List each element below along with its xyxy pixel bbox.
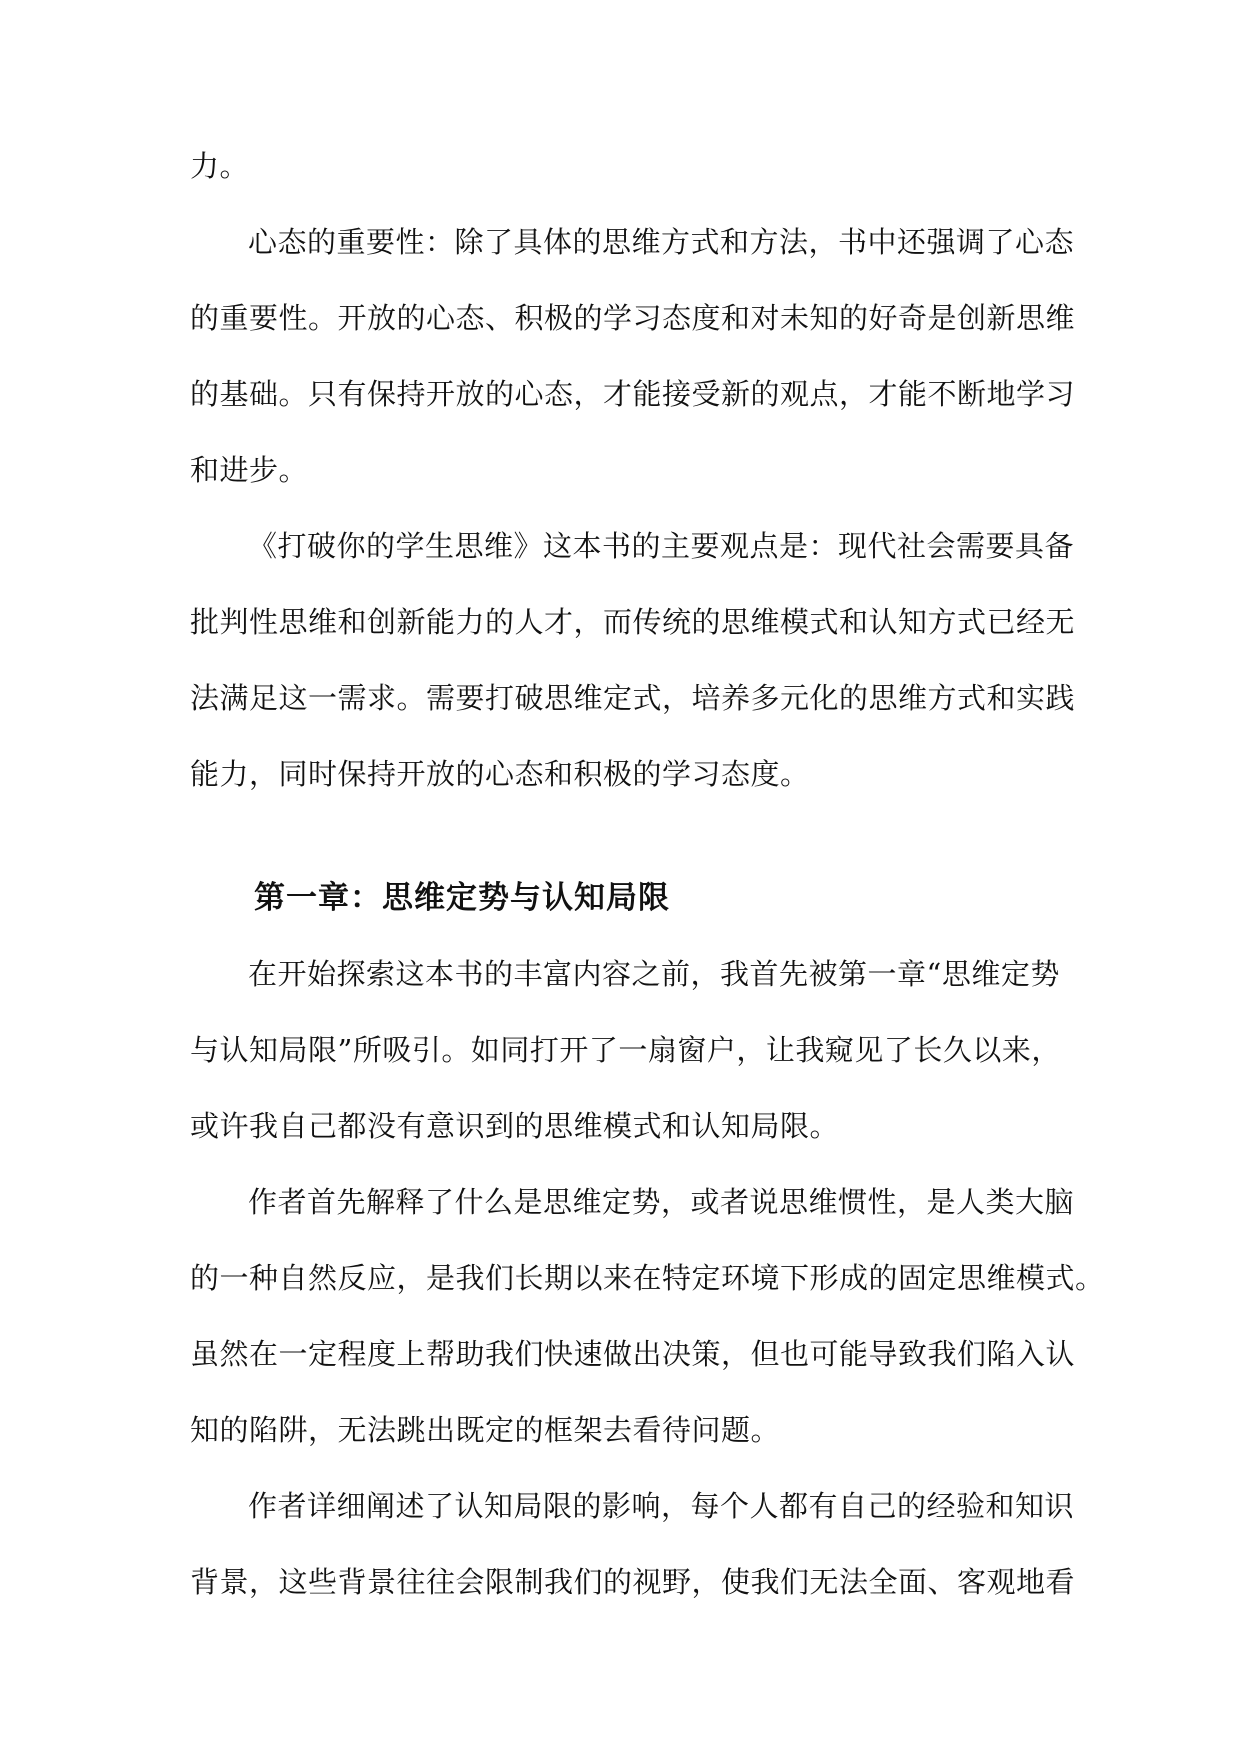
text-line: 或许我自己都没有意识到的思维模式和认知局限。	[190, 1109, 840, 1143]
text-line: 的重要性。开放的心态、积极的学习态度和对未知的好奇是创新思维	[190, 301, 1076, 335]
text-line: 知的陷阱，无法跳出既定的框架去看待问题。	[190, 1413, 781, 1447]
paragraph-mindset-importance	[190, 204, 1076, 508]
paragraph-chapter-intro	[190, 936, 1061, 1164]
text-line: 法满足这一需求。需要打破思维定式，培养多元化的思维方式和实践	[190, 681, 1076, 715]
paragraph-main-viewpoint	[190, 508, 1076, 812]
text-line: 力。	[190, 149, 250, 183]
text-line: 作者首先解释了什么是思维定势，或者说思维惯性，是人类大脑	[248, 1185, 1075, 1219]
text-line: 批判性思维和创新能力的人才，而传统的思维模式和认知方式已经无	[190, 605, 1076, 639]
text-line: 的一种自然反应，是我们长期以来在特定环境下形成的固定思维模式。	[190, 1261, 1105, 1295]
paragraph-continuation	[190, 128, 1050, 204]
text-line: 心态的重要性：除了具体的思维方式和方法，书中还强调了心态	[248, 225, 1075, 259]
text-line: 的基础。只有保持开放的心态，才能接受新的观点，才能不断地学习	[190, 377, 1076, 411]
paragraph-thinking-inertia	[190, 1164, 1105, 1468]
chapter-heading: 第一章：思维定势与认知局限	[254, 880, 670, 916]
text-line: 能力，同时保持开放的心态和积极的学习态度。	[190, 757, 810, 791]
text-line: 和进步。	[190, 453, 309, 487]
document-body	[190, 128, 1105, 1620]
text-line: 作者详细阐述了认知局限的影响，每个人都有自己的经验和知识	[248, 1489, 1075, 1523]
text-line: 《打破你的学生思维》这本书的主要观点是：现代社会需要具备	[248, 529, 1075, 563]
text-line: 背景，这些背景往往会限制我们的视野，使我们无法全面、客观地看	[190, 1565, 1076, 1599]
text-line: 与认知局限”所吸引。如同打开了一扇窗户，让我窥见了长久以来，	[190, 1033, 1061, 1067]
paragraph-cognitive-limits	[190, 1468, 1076, 1620]
text-line: 在开始探索这本书的丰富内容之前，我首先被第一章“思维定势	[248, 957, 1060, 991]
text-line: 虽然在一定程度上帮助我们快速做出决策，但也可能导致我们陷入认	[190, 1337, 1076, 1371]
